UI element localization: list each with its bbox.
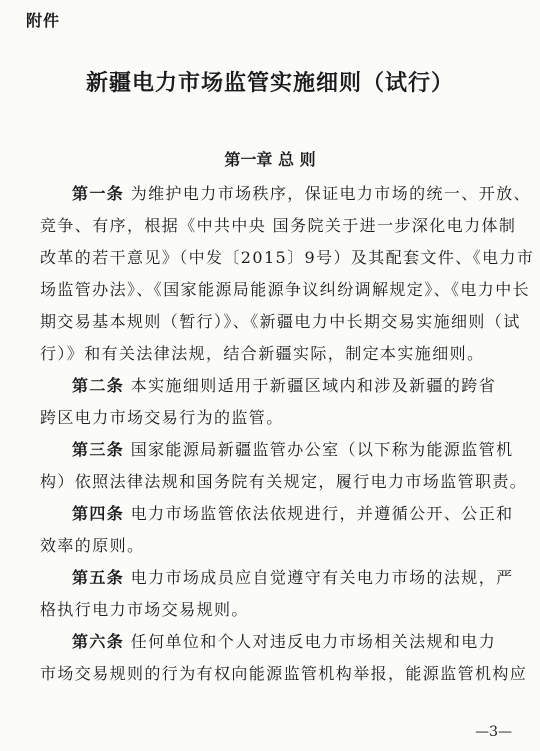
- paragraph-line: [40, 274, 531, 306]
- line-text: 为维护电力市场秩序，保证电力市场的统一、开放、: [124, 184, 531, 203]
- paragraph-line: [40, 498, 514, 530]
- line-text: 竞争、有序，根据《中共中央 国务院关于进一步深化电力体制: [40, 216, 517, 235]
- line-text: 市场交易规则的行为有权向能源监管机构举报，能源监管机构应: [40, 664, 528, 683]
- paragraph-line: [40, 562, 514, 594]
- article-number: 第六条: [72, 632, 125, 651]
- article-number: 第五条: [72, 568, 125, 587]
- line-text: 期交易基本规则（暂行）》、《新疆电力中长期交易实施细则（试: [40, 312, 521, 331]
- line-text: 任何单位和个人对违反电力市场相关法规和电力: [124, 632, 497, 651]
- paragraph-line: [40, 658, 528, 690]
- line-text: 电力市场监管依法依规进行，并遵循公开、公正和: [124, 504, 514, 523]
- line-text: 格执行电力市场交易规则。: [40, 600, 249, 619]
- document-body: [40, 178, 535, 690]
- line-text: 国家能源局新疆监管办公室（以下称为能源监管机: [124, 440, 514, 459]
- page-number: —3—: [475, 724, 512, 740]
- attachment-label: 附件: [26, 11, 61, 30]
- line-text: 构）依照法律法规和国务院有关规定，履行电力市场监管职责。: [40, 472, 528, 491]
- paragraph-line: [40, 370, 506, 402]
- line-text: 本实施细则适用于新疆区域内和涉及新疆的跨省: [124, 376, 497, 395]
- paragraph-line: [40, 210, 517, 242]
- article-number: 第三条: [72, 440, 125, 459]
- paragraph-line: [40, 434, 514, 466]
- article-number: 第一条: [72, 184, 125, 203]
- paragraph-line: [40, 530, 506, 562]
- chapter-heading: 第一章 总 则: [224, 150, 316, 169]
- line-text: 跨区电力市场交易行为的监管。: [40, 408, 284, 427]
- line-text: 电力市场成员应自觉遵守有关电力市场的法规，严: [124, 568, 514, 587]
- paragraph-line: [40, 338, 506, 370]
- paragraph-line: [40, 402, 506, 434]
- paragraph-line: [40, 466, 528, 498]
- article-number: 第二条: [72, 376, 125, 395]
- paragraph-line: [40, 242, 535, 274]
- line-text: 改革的若干意见》（中发〔2015〕9号）及其配套文件、《电力市: [40, 248, 535, 267]
- article-number: 第四条: [72, 504, 125, 523]
- paragraph-line: [40, 594, 506, 626]
- line-text: 行）》和有关法律法规，结合新疆实际，制定本实施细则。: [40, 344, 485, 363]
- document-title: 新疆电力市场监管实施细则（试行）: [85, 70, 454, 96]
- paragraph-line: [40, 178, 531, 210]
- paragraph-line: [40, 626, 506, 658]
- line-text: 场监管办法》、《国家能源局能源争议纠纷调解规定》、《电力中长: [40, 280, 531, 299]
- paragraph-line: [40, 306, 521, 338]
- line-text: 效率的原则。: [40, 536, 145, 555]
